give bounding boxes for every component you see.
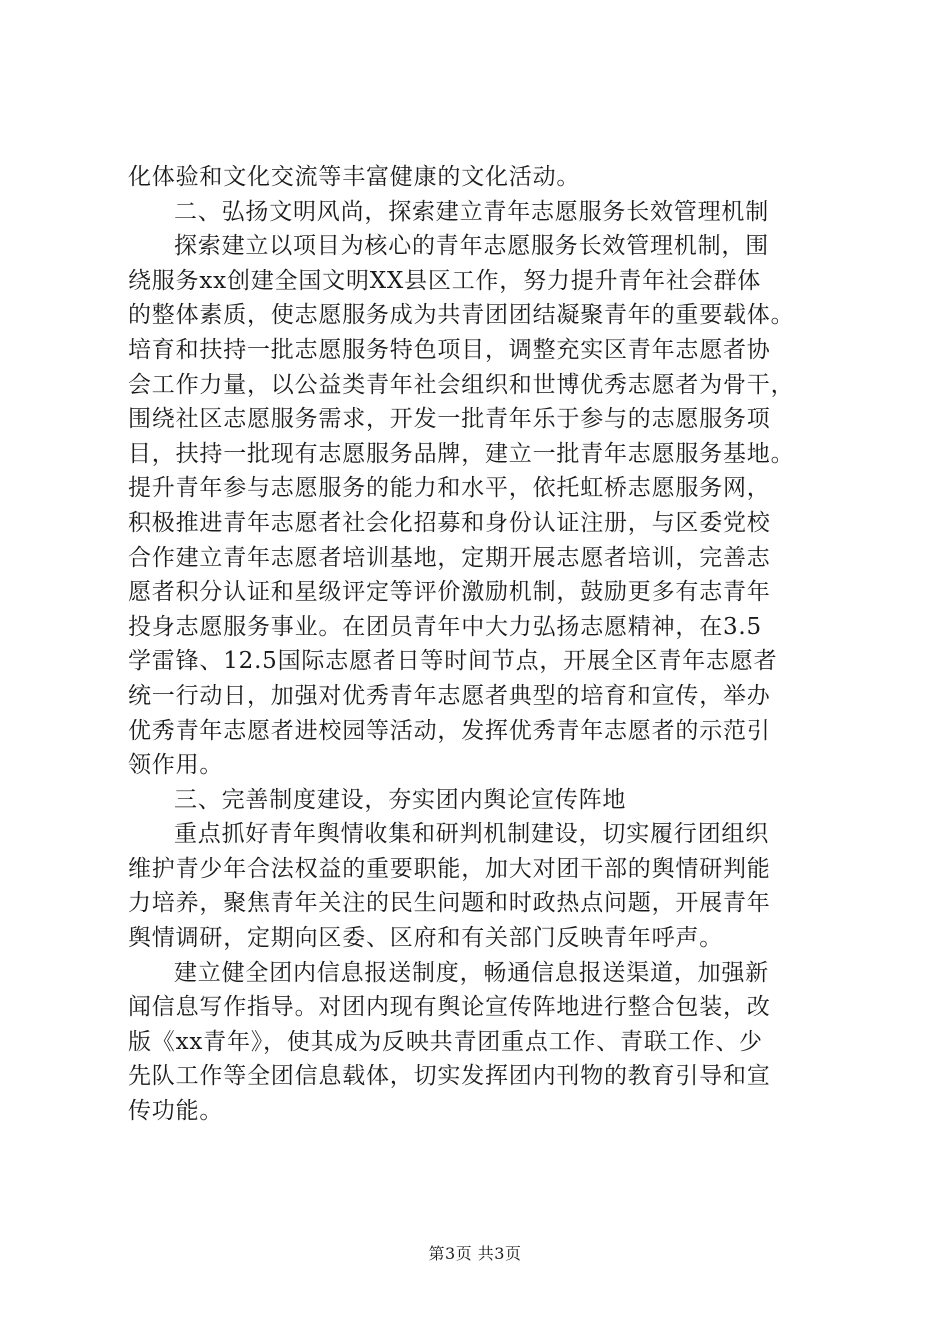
text-line: 积极推进青年志愿者社会化招募和身份认证注册，与区委党校 xyxy=(128,509,771,536)
text-line: 培育和扶持一批志愿服务特色项目，调整充实区青年志愿者协 xyxy=(128,336,771,363)
text-line: 二、弘扬文明风尚，探索建立青年志愿服务长效管理机制 xyxy=(174,198,769,225)
text-line: 合作建立青年志愿者培训基地，定期开展志愿者培训，完善志 xyxy=(128,544,771,571)
text-line: 统一行动日，加强对优秀青年志愿者典型的培育和宣传，举办 xyxy=(128,682,771,709)
text-line: 舆情调研，定期向区委、区府和有关部门反映青年呼声。 xyxy=(128,925,723,952)
text-line: 化体验和文化交流等丰富健康的文化活动。 xyxy=(128,164,581,190)
text-line: 学雷锋、12.5国际志愿者日等时间节点，开展全区青年志愿者 xyxy=(128,648,778,675)
text-line: 目，扶持一批现有志愿服务品牌，建立一批青年志愿服务基地。 xyxy=(128,440,795,467)
text-line: 重点抓好青年舆情收集和研判机制建设，切实履行团组织 xyxy=(174,821,769,848)
body-text xyxy=(128,160,848,1129)
text-line: 会工作力量，以公益类青年社会组织和世博优秀志愿者为骨干， xyxy=(128,371,795,398)
text-line: 的整体素质，使志愿服务成为共青团团结凝聚青年的重要载体。 xyxy=(128,302,795,329)
page-footer: 第3页 共3页 xyxy=(428,1244,522,1263)
text-line: 先队工作等全团信息载体，切实发挥团内刊物的教育引导和宣 xyxy=(128,1063,771,1090)
text-line: 提升青年参与志愿服务的能力和水平，依托虹桥志愿服务网， xyxy=(128,475,771,502)
text-line: 建立健全团内信息报送制度，畅通信息报送渠道，加强新 xyxy=(174,959,769,986)
text-line: 力培养，聚焦青年关注的民生问题和时政热点问题，开展青年 xyxy=(128,890,771,917)
text-line: 三、完善制度建设，夯实团内舆论宣传阵地 xyxy=(174,786,627,813)
text-line: 围绕社区志愿服务需求，开发一批青年乐于参与的志愿服务项 xyxy=(128,406,771,433)
text-line: 维护青少年合法权益的重要职能，加大对团干部的舆情研判能 xyxy=(128,855,771,882)
text-line: 传功能。 xyxy=(128,1098,224,1125)
text-line: 愿者积分认证和星级评定等评价激励机制，鼓励更多有志青年 xyxy=(128,579,771,606)
text-line: 版《xx青年》，使其成为反映共青团重点工作、青联工作、少 xyxy=(128,1028,763,1055)
text-line: 闻信息写作指导。对团内现有舆论宣传阵地进行整合包装，改 xyxy=(128,994,771,1021)
text-line: 领作用。 xyxy=(128,752,224,779)
text-line: 优秀青年志愿者进校园等活动，发挥优秀青年志愿者的示范引 xyxy=(128,717,771,744)
text-line: 投身志愿服务事业。在团员青年中大力弘扬志愿精神，在3.5 xyxy=(128,613,762,640)
text-line: 绕服务xx创建全国文明XX县区工作，努力提升青年社会群体 xyxy=(128,267,762,294)
text-line: 探索建立以项目为核心的青年志愿服务长效管理机制，围 xyxy=(174,233,769,260)
